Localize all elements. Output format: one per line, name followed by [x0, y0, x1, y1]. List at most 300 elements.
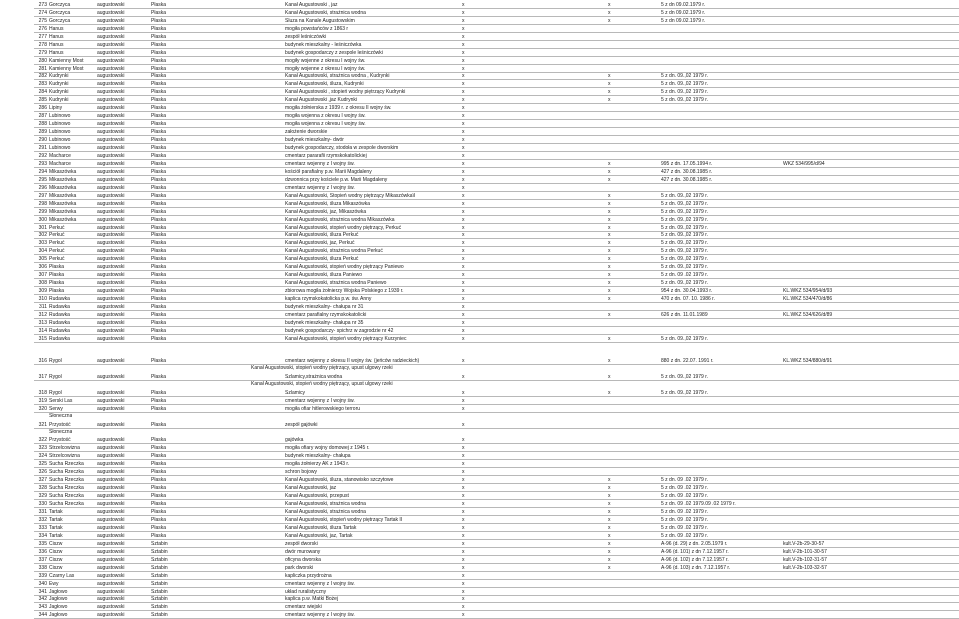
cell-locality: Macharce — [49, 152, 71, 159]
cell-register-mark: x — [462, 588, 465, 595]
table-row — [34, 240, 959, 248]
cell-decision-number: 5 z dn. 09.,02 1979 r. — [661, 89, 708, 96]
cell-register-mark: x — [462, 49, 465, 56]
cell-county: augustowski — [97, 232, 125, 239]
row-number: 320 — [38, 405, 47, 412]
table-row — [34, 271, 959, 279]
cell-commune: Płaska — [151, 405, 167, 412]
cell-locality: Sucha Rzeczka — [49, 461, 84, 468]
row-number: 303 — [38, 240, 47, 247]
cell-decision-number: 5 z dn. 09.,02 1979 r. — [661, 264, 708, 271]
cell-locality: Macharce — [49, 160, 71, 167]
cell-decision-mark: x — [608, 89, 611, 96]
cell-register-mark: x — [462, 248, 465, 255]
cell-county: augustowski — [97, 296, 125, 303]
cell-register-mark: x — [462, 304, 465, 311]
cell-commune: Płaska — [151, 168, 167, 175]
cell-commune: Płaska — [151, 477, 167, 484]
cell-locality-line: Słoneczna — [49, 428, 73, 435]
table-row — [34, 57, 959, 65]
cell-county: augustowski — [97, 461, 125, 468]
cell-register-mark: x — [462, 224, 465, 231]
cell-object: zespół gajówki — [285, 421, 318, 428]
cell-commune: Płaska — [151, 319, 167, 326]
cell-locality: Tartak — [49, 532, 63, 539]
cell-register-mark: x — [462, 33, 465, 40]
cell-commune: Płaska — [151, 516, 167, 523]
cell-locality: Przystość — [49, 421, 71, 428]
table-row — [34, 476, 959, 484]
table-row — [34, 604, 959, 612]
row-number: 314 — [38, 327, 47, 334]
cell-register-mark: x — [462, 184, 465, 191]
cell-object: cmentarz wojenny z I wojny św. — [285, 160, 355, 167]
cell-decision-number: A-96 (d. 102) z dn 7.12.1957 r. — [661, 556, 729, 563]
cell-county: augustowski — [97, 596, 125, 603]
cell-object: Szlamicy — [285, 389, 306, 396]
cell-locality: Płaska — [49, 280, 65, 287]
cell-register-mark: x — [462, 389, 465, 396]
table-row — [34, 303, 959, 311]
cell-decision-mark: x — [608, 272, 611, 279]
cell-register-mark: x — [462, 137, 465, 144]
cell-object: Kanał Augustowski, śluza, stanowisko szczytowe — [285, 477, 394, 484]
row-number: 276 — [38, 25, 47, 32]
cell-county: augustowski — [97, 516, 125, 523]
row-number: 291 — [38, 145, 47, 152]
cell-locality: Płaska — [49, 272, 65, 279]
cell-locality: Lubinowo — [49, 145, 71, 152]
cell-county: augustowski — [97, 256, 125, 263]
cell-decision-mark: x — [608, 335, 611, 342]
cell-object: Kanał Augustowski, strażnica wodna — [285, 509, 366, 516]
cell-locality: Sucha Rzeczka — [49, 477, 84, 484]
cell-register-mark: x — [462, 564, 465, 571]
cell-object: układ ruralistyczny — [285, 588, 327, 595]
cell-decision-number: 5 z dn. 09 .02 1979 r. — [661, 272, 708, 279]
cell-classification: KL.WKZ 534/470/d/86 — [783, 296, 833, 303]
table-row — [34, 452, 959, 460]
cell-locality: Kudrynki — [49, 73, 69, 80]
cell-decision-mark: x — [608, 501, 611, 508]
cell-decision-number: 5 z dn. 09.,02 1979 r. — [661, 81, 708, 88]
cell-county: augustowski — [97, 564, 125, 571]
cell-decision-mark: x — [608, 311, 611, 318]
cell-commune: Sztabin — [151, 612, 168, 619]
row-number: 296 — [38, 184, 47, 191]
cell-locality: Serwy — [49, 405, 63, 412]
table-row — [34, 232, 959, 240]
cell-commune: Płaska — [151, 184, 167, 191]
cell-locality: Sucha Rzeczka — [49, 485, 84, 492]
table-row — [34, 17, 959, 25]
table-row — [34, 200, 959, 208]
table-row — [34, 104, 959, 112]
cell-object: budynek mieszkalny- chałupa — [285, 453, 351, 460]
table-row — [34, 192, 959, 200]
cell-commune: Płaska — [151, 296, 167, 303]
cell-register-mark: x — [462, 152, 465, 159]
cell-decision-number: 5 z dn. 09.,02 1979 r. — [661, 248, 708, 255]
cell-locality: Hanus — [49, 41, 64, 48]
cell-commune: Płaska — [151, 41, 167, 48]
cell-register-mark: x — [462, 327, 465, 334]
cell-decision-number: 5 z dn. 09 .02 1979 r. — [661, 485, 708, 492]
cell-register-mark: x — [462, 73, 465, 80]
cell-commune: Płaska — [151, 437, 167, 444]
table-row — [34, 144, 959, 152]
table-row — [34, 343, 959, 365]
row-number: 277 — [38, 33, 47, 40]
cell-county: augustowski — [97, 160, 125, 167]
cell-county: augustowski — [97, 509, 125, 516]
cell-locality: Lubinowo — [49, 129, 71, 136]
cell-commune: Płaska — [151, 445, 167, 452]
cell-object: kaplica rzymskokatolicka p.w. św. Anny — [285, 296, 372, 303]
row-number: 329 — [38, 493, 47, 500]
row-number: 334 — [38, 532, 47, 539]
row-number: 335 — [38, 540, 47, 547]
cell-object: cmentarz wojenny z okresu II wojny św. (jeńców radzieckich) — [285, 357, 420, 364]
table-row — [34, 397, 959, 405]
cell-county: augustowski — [97, 200, 125, 207]
cell-locality: Kamienny Most — [49, 57, 84, 64]
table-row — [34, 556, 959, 564]
cell-register-mark: x — [462, 445, 465, 452]
cell-register-mark: x — [462, 540, 465, 547]
cell-county: augustowski — [97, 264, 125, 271]
cell-object: Kanał Augustowski, przepust — [285, 493, 349, 500]
cell-register-mark: x — [462, 469, 465, 476]
cell-county: augustowski — [97, 453, 125, 460]
row-number: 336 — [38, 548, 47, 555]
cell-object: cmentarz wojenny z I wojny św. — [285, 184, 355, 191]
cell-classification: kult.V-2b-101-30-57 — [783, 548, 827, 555]
cell-register-mark: x — [462, 121, 465, 128]
cell-commune: Płaska — [151, 461, 167, 468]
cell-classification: kult.V-2b-29-30-57 — [783, 540, 825, 547]
row-number: 325 — [38, 461, 47, 468]
cell-decision-number: 427 z dn. 30.08.1985 r. — [661, 176, 713, 183]
cell-commune: Płaska — [151, 311, 167, 318]
cell-decision-mark: x — [608, 264, 611, 271]
cell-commune: Płaska — [151, 9, 167, 16]
cell-county: augustowski — [97, 192, 125, 199]
cell-decision-mark: x — [608, 1, 611, 8]
cell-register-mark: x — [462, 493, 465, 500]
row-number: 306 — [38, 264, 47, 271]
row-number: 312 — [38, 311, 47, 318]
cell-classification: kult.V-2b-103-32-57 — [783, 564, 827, 571]
table-row — [34, 445, 959, 453]
cell-commune: Płaska — [151, 248, 167, 255]
cell-decision-mark: x — [608, 493, 611, 500]
cell-locality: Kudrynki — [49, 81, 69, 88]
cell-commune: Płaska — [151, 421, 167, 428]
row-number: 322 — [38, 437, 47, 444]
table-row — [34, 524, 959, 532]
cell-locality: Kudrynki — [49, 97, 69, 104]
cell-locality: Rudawka — [49, 327, 70, 334]
cell-commune: Płaska — [151, 288, 167, 295]
cell-locality: Czarny Las — [49, 572, 75, 579]
cell-object-line: Kanał Augustowski, stopień wodny piętrzący, upust ulgowy rzeki — [251, 364, 393, 371]
row-number: 280 — [38, 57, 47, 64]
cell-commune: Sztabin — [151, 540, 168, 547]
table-row — [34, 152, 959, 160]
row-number: 302 — [38, 232, 47, 239]
cell-object: park dworski — [285, 564, 314, 571]
cell-commune: Płaska — [151, 232, 167, 239]
table-row — [34, 247, 959, 255]
row-number: 305 — [38, 256, 47, 263]
table-row — [34, 184, 959, 192]
cell-object: zespół leśniczówki — [285, 33, 327, 40]
row-number: 319 — [38, 397, 47, 404]
table-row — [34, 295, 959, 303]
cell-object: mogiły wojenne z okresu I wojny św. — [285, 57, 366, 64]
cell-register-mark: x — [462, 501, 465, 508]
row-number: 289 — [38, 129, 47, 136]
cell-county: augustowski — [97, 405, 125, 412]
cell-decision-mark: x — [608, 556, 611, 563]
row-number: 332 — [38, 516, 47, 523]
cell-county: augustowski — [97, 9, 125, 16]
cell-register-mark: x — [462, 509, 465, 516]
cell-decision-mark: x — [608, 97, 611, 104]
cell-register-mark: x — [462, 200, 465, 207]
cell-decision-mark: x — [608, 532, 611, 539]
table-row — [34, 365, 959, 381]
row-number: 294 — [38, 168, 47, 175]
cell-county: augustowski — [97, 327, 125, 334]
row-number: 321 — [38, 421, 47, 428]
cell-object: Kanał Augustowski , jaz — [285, 1, 338, 8]
cell-locality: Hanus — [49, 49, 64, 56]
cell-locality: Rudawka — [49, 335, 70, 342]
cell-county: augustowski — [97, 57, 125, 64]
table-row — [34, 216, 959, 224]
cell-object: cmentarz wiejski — [285, 604, 322, 611]
cell-register-mark: x — [462, 113, 465, 120]
table-row — [34, 65, 959, 73]
cell-decision-number: 5 z dn. 09.,02 1979 r. — [661, 216, 708, 223]
cell-object: mogiła ofiar hitlerowskiego terroru — [285, 405, 361, 412]
table-row — [34, 492, 959, 500]
cell-decision-mark: x — [608, 73, 611, 80]
row-number: 343 — [38, 604, 47, 611]
cell-decision-number: 5 z dn. 09 .02 1979 r. — [661, 493, 708, 500]
cell-register-mark: x — [462, 556, 465, 563]
row-number: 340 — [38, 580, 47, 587]
cell-object: mogiła żołnierska z 1939 r. z okresu II wojny św. — [285, 105, 392, 112]
cell-locality: Sucha Rzeczka — [49, 493, 84, 500]
cell-decision-number: 5 z dn. 09 .02 1979 r. — [661, 516, 708, 523]
cell-commune: Płaska — [151, 240, 167, 247]
cell-commune: Płaska — [151, 335, 167, 342]
row-number: 311 — [39, 304, 47, 311]
cell-decision-number: 5 z dn. 09 .02 1979 r. — [661, 532, 708, 539]
cell-locality: Kudrynki — [49, 89, 69, 96]
cell-locality: Strzelcowizna — [49, 445, 80, 452]
cell-decision-number: 5 z dn. 09 .02 1979 r. — [661, 509, 708, 516]
cell-commune: Sztabin — [151, 588, 168, 595]
cell-register-mark: x — [462, 97, 465, 104]
cell-locality: Mikaszówka — [49, 208, 77, 215]
cell-register-mark: x — [462, 256, 465, 263]
table-row — [34, 96, 959, 104]
row-number: 273 — [38, 1, 47, 8]
cell-commune: Sztabin — [151, 572, 168, 579]
cell-commune: Sztabin — [151, 564, 168, 571]
row-number: 318 — [38, 389, 47, 396]
cell-county: augustowski — [97, 129, 125, 136]
table-row — [34, 532, 959, 540]
cell-locality: Rudawka — [49, 311, 70, 318]
cell-decision-mark: x — [608, 224, 611, 231]
row-number: 317 — [38, 373, 47, 380]
cell-register-mark: x — [462, 280, 465, 287]
cell-register-mark: x — [462, 572, 465, 579]
cell-county: augustowski — [97, 113, 125, 120]
cell-commune: Płaska — [151, 256, 167, 263]
cell-commune: Płaska — [151, 485, 167, 492]
cell-object: budynek gospodarczy z zespole leśniczówki — [285, 49, 383, 56]
cell-county: augustowski — [97, 97, 125, 104]
cell-object: Kanał Augustowski, śluza Perkuć — [285, 256, 359, 263]
cell-register-mark: x — [462, 461, 465, 468]
cell-register-mark: x — [462, 516, 465, 523]
cell-county: augustowski — [97, 556, 125, 563]
cell-object: budynek mieszkalny - leśniczówka — [285, 41, 362, 48]
cell-register-mark: x — [462, 477, 465, 484]
row-number: 338 — [38, 564, 47, 571]
cell-county: augustowski — [97, 421, 125, 428]
table-row — [34, 9, 959, 17]
cell-commune: Płaska — [151, 1, 167, 8]
cell-county: augustowski — [97, 501, 125, 508]
row-number: 300 — [38, 216, 47, 223]
cell-county: augustowski — [97, 272, 125, 279]
cell-county: augustowski — [97, 580, 125, 587]
cell-county: augustowski — [97, 524, 125, 531]
cell-commune: Płaska — [151, 216, 167, 223]
cell-locality: Serski Las — [49, 397, 73, 404]
cell-object-line: Kanał Augustowski, stopień wodny piętrzący, upust ulgowy rzeki — [251, 380, 393, 387]
cell-locality: Rudawka — [49, 296, 70, 303]
cell-county: augustowski — [97, 373, 125, 380]
cell-decision-number: 5 z dn. 09.,02 1979 r. — [661, 224, 708, 231]
cell-locality: Ciszw — [49, 548, 63, 555]
cell-county: augustowski — [97, 33, 125, 40]
cell-decision-mark: x — [608, 548, 611, 555]
row-number: 327 — [38, 477, 47, 484]
row-number: 313 — [38, 319, 47, 326]
cell-locality: Gorczyca — [49, 17, 71, 24]
cell-locality: Jagłowo — [49, 612, 68, 619]
cell-decision-mark: x — [608, 564, 611, 571]
cell-county: augustowski — [97, 41, 125, 48]
row-number: 292 — [38, 152, 47, 159]
cell-register-mark: x — [462, 357, 465, 364]
cell-decision-mark: x — [608, 216, 611, 223]
cell-register-mark: x — [462, 168, 465, 175]
cell-locality: Lubinowo — [49, 137, 71, 144]
cell-object: schron bojowy — [285, 469, 317, 476]
cell-object: Kanał Augustowski, strażnica wodna Perkuć — [285, 248, 383, 255]
cell-locality: Lubinowo — [49, 113, 71, 120]
row-number: 309 — [38, 288, 47, 295]
cell-decision-number: 5 z dn. 09.,02 1979 r. — [661, 389, 708, 396]
cell-classification: KL.WKZ 534/954/d/93 — [783, 288, 833, 295]
cell-decision-number: 5 z dn. 09.,02 1979 r. — [661, 240, 708, 247]
cell-object: mogiła ofiary wojny domowej z 1945 r. — [285, 445, 370, 452]
cell-locality: Gorczyca — [49, 9, 71, 16]
cell-locality: Jagłowo — [49, 604, 68, 611]
cell-register-mark: x — [462, 548, 465, 555]
cell-county: augustowski — [97, 65, 125, 72]
cell-county: augustowski — [97, 49, 125, 56]
cell-commune: Sztabin — [151, 596, 168, 603]
row-number: 342 — [38, 596, 47, 603]
row-number: 286 — [38, 105, 47, 112]
cell-county: augustowski — [97, 532, 125, 539]
cell-locality: Strzelcowizna — [49, 453, 80, 460]
cell-decision-mark: x — [608, 9, 611, 16]
row-number: 284 — [38, 89, 47, 96]
cell-object: Kanał Augustowski, stopień wodny piętrzący, Perkuć — [285, 224, 402, 231]
cell-decision-number: 5 z dn. 09.,02 1979 r. — [661, 73, 708, 80]
cell-commune: Płaska — [151, 57, 167, 64]
cell-decision-number: 626 z dn. 11.01.1989 — [661, 311, 708, 318]
cell-locality: Kamienny Most — [49, 65, 84, 72]
cell-county: augustowski — [97, 477, 125, 484]
table-row — [34, 319, 959, 327]
cell-county: augustowski — [97, 572, 125, 579]
cell-decision-number: A-96 (d. 29) z dn. 2.05.1979 r. — [661, 540, 728, 547]
cell-locality: Hanus — [49, 33, 64, 40]
table-row — [34, 484, 959, 492]
cell-county: augustowski — [97, 485, 125, 492]
cell-decision-number: 5 z dn. 09.,02 1979 r. — [661, 208, 708, 215]
cell-county: augustowski — [97, 145, 125, 152]
table-row — [34, 208, 959, 216]
cell-locality: Perkuć — [49, 240, 65, 247]
cell-decision-mark: x — [608, 389, 611, 396]
cell-register-mark: x — [462, 9, 465, 16]
cell-commune: Płaska — [151, 509, 167, 516]
cell-commune: Płaska — [151, 152, 167, 159]
cell-commune: Płaska — [151, 524, 167, 531]
row-number: 307 — [38, 272, 47, 279]
cell-county: augustowski — [97, 105, 125, 112]
cell-register-mark: x — [462, 1, 465, 8]
cell-register-mark: x — [462, 57, 465, 64]
cell-county: augustowski — [97, 280, 125, 287]
cell-object: Kanał Augustowski, jaz, Perkuć — [285, 240, 355, 247]
row-number: 330 — [38, 501, 47, 508]
table-row — [34, 160, 959, 168]
cell-classification: KL.WKZ 534/880/d/91 — [783, 357, 833, 364]
table-row — [34, 572, 959, 580]
cell-commune: Płaska — [151, 113, 167, 120]
cell-locality: Przystość — [49, 437, 71, 444]
row-number: 337 — [38, 556, 47, 563]
row-number: 281 — [38, 65, 47, 72]
cell-decision-mark: x — [608, 248, 611, 255]
row-number: 344 — [38, 612, 47, 619]
cell-register-mark: x — [462, 192, 465, 199]
